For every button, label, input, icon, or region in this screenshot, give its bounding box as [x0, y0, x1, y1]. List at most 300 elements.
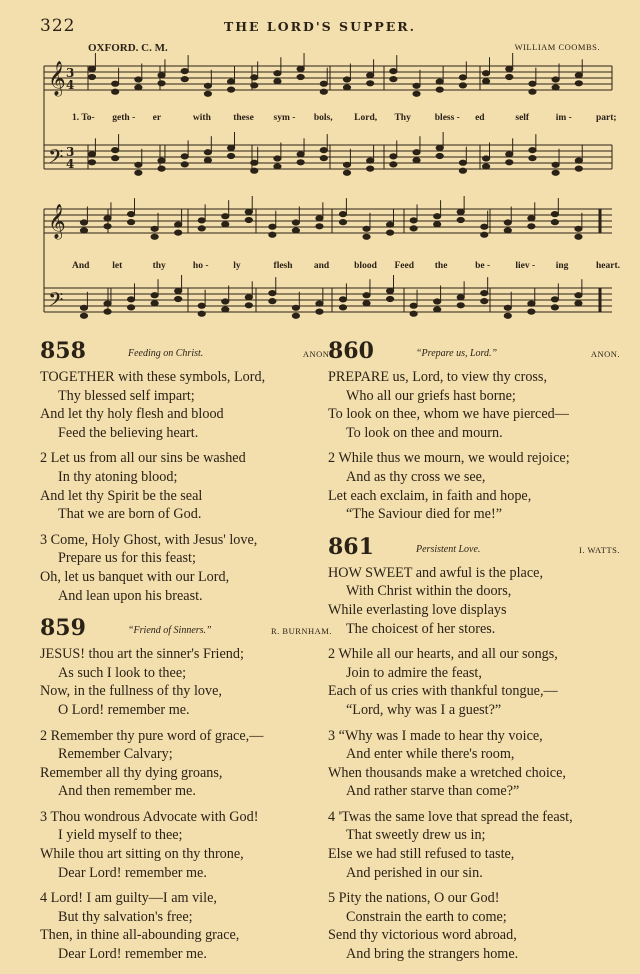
verse-line: Dear Lord! remember me. — [58, 864, 207, 881]
note-head — [175, 222, 182, 227]
stanza — [40, 531, 332, 605]
note-head — [457, 295, 464, 300]
hymn-stanzas — [328, 564, 620, 964]
lyric-syllable: And — [72, 261, 90, 271]
hymn-860 — [328, 338, 620, 524]
note-head — [151, 301, 158, 306]
note-head — [436, 79, 443, 84]
note-head — [386, 296, 393, 301]
lyric-syllable: bols, — [313, 113, 333, 123]
verse-line: In thy atoning blood; — [58, 468, 178, 485]
lyric-syllable: heart. — [596, 261, 621, 271]
note-head — [274, 71, 281, 76]
verse-line: That we are born of God. — [58, 506, 202, 523]
verse-line: And lean upon his breast. — [58, 587, 203, 604]
note-head — [575, 234, 582, 239]
hymn-subtitle: “Prepare us, Lord.” — [416, 348, 498, 359]
lyric-syllable: Feed — [394, 261, 414, 271]
treble-clef: 𝄞 — [48, 204, 66, 239]
tune-name: OXFORD. C. M. — [88, 42, 168, 54]
time-signature: 4 — [66, 157, 75, 171]
verse-line: 2 Let us from all our sins be washed — [40, 450, 246, 467]
verse-line: Let each exclaim, in faith and hope, — [328, 487, 532, 504]
running-title: THE LORD'S SUPPER. — [223, 19, 417, 34]
hymn-859 — [40, 615, 332, 964]
note-head — [434, 307, 441, 312]
verse-line: 4 Lord! I am guilty—I am vile, — [40, 890, 217, 907]
note-head — [198, 218, 205, 223]
verse-line: The choicest of her stores. — [346, 620, 496, 637]
note-head — [339, 220, 346, 225]
stanza — [328, 564, 620, 638]
note-head — [504, 313, 511, 318]
note-head — [245, 209, 252, 214]
note-head — [127, 220, 134, 225]
note-head — [245, 303, 252, 308]
note-head — [198, 303, 205, 308]
verse-line: “The Saviour died for me!” — [346, 506, 503, 523]
lyric-syllable: bless - — [434, 113, 460, 123]
hymn-author: ANON. — [590, 349, 620, 359]
note-head — [80, 313, 87, 318]
note-head — [575, 73, 582, 78]
hymn-number: 861 — [328, 533, 374, 560]
note-head — [112, 89, 119, 94]
lyric-syllable: liev - — [515, 261, 536, 271]
lyric-syllable: the — [434, 261, 448, 271]
stanza — [328, 368, 620, 442]
bass-clef: 𝄢 — [48, 288, 64, 316]
note-head — [80, 305, 87, 310]
note-head — [363, 226, 370, 231]
note-head — [245, 295, 252, 300]
stanza — [40, 889, 332, 963]
stanza — [328, 645, 620, 719]
hymn-number: 858 — [40, 338, 86, 364]
verse-line: That sweetly drew us in; — [346, 827, 486, 844]
note-head — [343, 85, 350, 90]
note-head — [269, 232, 276, 237]
lyric-syllable: geth - — [112, 113, 136, 123]
time-signature: 4 — [66, 78, 75, 92]
note-head — [135, 85, 142, 90]
note-head — [222, 214, 229, 219]
lyric-syllable: 1. To- — [72, 113, 95, 123]
note-head — [482, 79, 489, 84]
note-head — [104, 216, 111, 221]
note-head — [204, 83, 211, 88]
note-head — [390, 69, 397, 74]
note-head — [198, 226, 205, 231]
note-head — [292, 228, 299, 233]
verse-line: “Lord, why was I a guest?” — [346, 701, 502, 718]
lyrics-line-2 — [0, 261, 640, 275]
note-head — [459, 160, 466, 165]
note-head — [175, 296, 182, 301]
verse-line: While thou art sitting on thy throne, — [40, 846, 244, 863]
verse-line: 2 Remember thy pure word of grace,— — [40, 727, 264, 744]
left-column — [40, 338, 332, 974]
verse-line: And then remember me. — [58, 783, 196, 800]
hymn-header — [328, 534, 620, 564]
page-number: 322 — [40, 16, 76, 36]
note-head — [112, 148, 119, 153]
hymn-author: ANON. — [302, 349, 332, 359]
note-head — [251, 83, 258, 88]
verse-line: Feed the believing heart. — [58, 424, 199, 441]
note-head — [343, 162, 350, 167]
note-head — [457, 209, 464, 214]
note-head — [575, 158, 582, 163]
note-head — [363, 293, 370, 298]
note-head — [297, 152, 304, 157]
stanza — [40, 368, 332, 442]
verse-line: 3 “Why was I made to hear thy voice, — [328, 727, 543, 744]
note-head — [343, 77, 350, 82]
note-head — [88, 74, 95, 79]
note-head — [158, 81, 165, 86]
verse-line: With Christ within the doors, — [346, 583, 512, 600]
verse-line: 2 While thus we mourn, we would rejoice; — [328, 450, 570, 467]
note-head — [227, 87, 234, 92]
lyric-syllable: these — [233, 113, 254, 123]
note-head — [343, 170, 350, 175]
stanza — [328, 808, 620, 882]
note-head — [481, 224, 488, 229]
lyric-syllable: sym - — [273, 113, 296, 123]
verse-line: Else we had still refused to taste, — [328, 846, 515, 863]
verse-line: Remember Calvary; — [58, 746, 173, 763]
hymn-header — [328, 338, 620, 368]
page-header — [0, 14, 640, 38]
hymn-861 — [328, 534, 620, 964]
note-head — [274, 156, 281, 161]
verse-line: To look on thee, whom we have pierced— — [328, 406, 569, 423]
note-head — [481, 291, 488, 296]
note-head — [575, 226, 582, 231]
hymn-number: 860 — [328, 338, 374, 364]
note-head — [504, 228, 511, 233]
note-head — [158, 73, 165, 78]
verse-line: PREPARE us, Lord, to view thy cross, — [328, 369, 547, 385]
hymn-858 — [40, 338, 332, 605]
verse-line: 2 While all our hearts, and all our songs, — [328, 646, 558, 663]
lyric-syllable: Lord, — [354, 113, 378, 123]
note-head — [436, 153, 443, 158]
note-head — [386, 288, 393, 293]
note-head — [481, 232, 488, 237]
verse-line: To look on thee and mourn. — [346, 424, 503, 441]
note-head — [434, 214, 441, 219]
note-head — [457, 303, 464, 308]
note-head — [413, 150, 420, 155]
hymn-subtitle: Persistent Love. — [416, 543, 481, 555]
treble-clef: 𝄞 — [48, 61, 66, 96]
note-head — [222, 222, 229, 227]
note-head — [204, 91, 211, 96]
note-head — [528, 224, 535, 229]
stanza — [40, 645, 332, 719]
note-head — [292, 305, 299, 310]
note-head — [552, 170, 559, 175]
verse-line: JESUS! thou art the sinner's Friend; — [40, 646, 244, 663]
note-head — [390, 154, 397, 159]
hymn-number: 859 — [40, 615, 86, 642]
verse-line: Now, in the fullness of thy love, — [40, 683, 222, 700]
note-head — [506, 152, 513, 157]
note-head — [80, 220, 87, 225]
note-head — [410, 226, 417, 231]
note-head — [457, 217, 464, 222]
bass-clef: 𝄢 — [48, 145, 64, 173]
note-head — [227, 79, 234, 84]
hymn-header — [40, 615, 332, 645]
verse-line: O Lord! remember me. — [58, 701, 190, 718]
lyric-syllable: self — [515, 113, 530, 123]
note-head — [88, 160, 95, 165]
note-head — [413, 91, 420, 96]
hymn-author: R. BURNHAM. — [271, 626, 332, 637]
note-head — [434, 222, 441, 227]
note-head — [529, 89, 536, 94]
right-column — [328, 338, 620, 974]
note-head — [175, 288, 182, 293]
note-head — [367, 81, 374, 86]
note-head — [274, 79, 281, 84]
verse-line: Each of us cries with thankful tongue,— — [328, 683, 558, 700]
note-head — [482, 164, 489, 169]
note-head — [575, 81, 582, 86]
lyric-syllable: flesh — [273, 261, 293, 271]
note-head — [506, 160, 513, 165]
hymn-stanzas — [40, 645, 332, 964]
verse-line: As such I look to thee; — [58, 664, 187, 681]
verse-line: Who all our griefs hast borne; — [346, 387, 516, 404]
lyric-syllable: er — [152, 113, 162, 123]
stanza — [328, 727, 620, 801]
note-head — [413, 83, 420, 88]
note-head — [504, 220, 511, 225]
lyric-syllable: im - — [555, 113, 572, 123]
note-head — [528, 216, 535, 221]
note-head — [552, 162, 559, 167]
lyrics-line-1 — [0, 113, 640, 127]
note-head — [316, 216, 323, 221]
note-head — [292, 313, 299, 318]
note-head — [529, 81, 536, 86]
note-head — [552, 77, 559, 82]
hymn-stanzas — [40, 368, 332, 605]
verse-line: And perished in our sin. — [346, 864, 483, 881]
note-head — [112, 81, 119, 86]
stanza — [40, 449, 332, 523]
note-head — [88, 66, 95, 71]
lyric-syllable: with — [192, 113, 211, 123]
note-head — [459, 75, 466, 80]
note-head — [363, 234, 370, 239]
note-head — [104, 301, 111, 306]
note-head — [410, 303, 417, 308]
note-head — [80, 228, 87, 233]
note-head — [181, 162, 188, 167]
verse-line: Constrain the earth to come; — [346, 908, 507, 925]
note-head — [151, 234, 158, 239]
lyric-syllable: blood — [354, 261, 377, 271]
note-head — [367, 166, 374, 171]
note-head — [551, 220, 558, 225]
note-head — [222, 307, 229, 312]
verse-line: Remember all thy dying groans, — [40, 764, 223, 781]
note-head — [390, 77, 397, 82]
note-head — [528, 301, 535, 306]
note-head — [551, 212, 558, 217]
note-head — [506, 74, 513, 79]
note-head — [297, 66, 304, 71]
note-head — [198, 311, 205, 316]
note-head — [269, 291, 276, 296]
note-head — [528, 309, 535, 314]
verse-line: 3 Come, Holy Ghost, with Jesus' love, — [40, 531, 258, 548]
verse-line: And as thy cross we see, — [346, 468, 486, 485]
note-head — [390, 162, 397, 167]
note-head — [88, 152, 95, 157]
hymn-subtitle: “Friend of Sinners.” — [128, 625, 212, 637]
verse-line: Join to admire the feast, — [346, 664, 482, 681]
verse-line: Oh, let us banquet with our Lord, — [40, 568, 230, 585]
note-head — [251, 160, 258, 165]
note-head — [410, 218, 417, 223]
note-head — [158, 158, 165, 163]
lyric-syllable: and — [313, 261, 330, 271]
note-head — [481, 299, 488, 304]
stanza — [328, 889, 620, 963]
lyric-syllable: ly — [233, 261, 241, 271]
note-head — [434, 299, 441, 304]
note-head — [222, 299, 229, 304]
note-head — [251, 168, 258, 173]
lyric-syllable: ing — [555, 261, 569, 271]
lyric-syllable: be - — [475, 261, 491, 271]
lyric-syllable: thy — [152, 261, 166, 271]
note-head — [552, 85, 559, 90]
note-head — [127, 212, 134, 217]
note-head — [151, 226, 158, 231]
note-head — [386, 222, 393, 227]
note-head — [367, 158, 374, 163]
note-head — [181, 77, 188, 82]
verse-line: Send thy victorious word abroad, — [328, 927, 517, 944]
note-head — [436, 145, 443, 150]
note-head — [269, 299, 276, 304]
note-head — [269, 224, 276, 229]
verse-line: HOW SWEET and awful is the place, — [328, 564, 543, 581]
note-head — [251, 75, 258, 80]
note-head — [316, 309, 323, 314]
lyric-syllable: let — [112, 261, 123, 271]
stanza — [328, 449, 620, 523]
note-head — [551, 297, 558, 302]
note-head — [459, 168, 466, 173]
note-head — [227, 153, 234, 158]
note-head — [135, 162, 142, 167]
note-head — [151, 293, 158, 298]
note-head — [274, 164, 281, 169]
verse-line: And let thy holy flesh and blood — [40, 406, 224, 423]
verse-line: TOGETHER with these symbols, Lord, — [40, 369, 266, 385]
verse-line: When thousands make a wretched choice, — [328, 764, 566, 781]
lyric-syllable: ho - — [192, 261, 209, 271]
note-head — [436, 87, 443, 92]
lyric-syllable: Thy — [394, 113, 411, 123]
note-head — [135, 77, 142, 82]
note-head — [320, 89, 327, 94]
note-head — [504, 305, 511, 310]
note-head — [413, 158, 420, 163]
note-head — [316, 224, 323, 229]
note-head — [181, 69, 188, 74]
verse-line: And let thy Spirit be the seal — [40, 487, 203, 504]
note-head — [529, 156, 536, 161]
note-head — [104, 309, 111, 314]
verse-line: And rather starve than come?” — [346, 783, 520, 800]
music-score — [0, 52, 640, 342]
lyric-syllable: part; — [596, 113, 617, 123]
hymn-author: I. WATTS. — [579, 544, 620, 555]
verse-line: 5 Pity the nations, O our God! — [328, 890, 500, 907]
note-head — [320, 81, 327, 86]
note-head — [181, 154, 188, 159]
lyric-syllable: ed — [475, 113, 485, 123]
note-head — [339, 297, 346, 302]
verse-line: But thy salvation's free; — [58, 908, 193, 925]
verse-line: And bring the strangers home. — [346, 946, 519, 963]
note-head — [575, 166, 582, 171]
note-head — [297, 74, 304, 79]
stanza — [40, 727, 332, 801]
note-head — [316, 301, 323, 306]
hymn-subtitle: Feeding on Christ. — [128, 348, 204, 359]
note-head — [112, 156, 119, 161]
note-head — [529, 148, 536, 153]
note-head — [551, 305, 558, 310]
note-head — [575, 293, 582, 298]
note-head — [506, 66, 513, 71]
note-head — [175, 230, 182, 235]
note-head — [575, 301, 582, 306]
verse-line: I yield myself to thee; — [58, 827, 183, 844]
note-head — [127, 305, 134, 310]
note-head — [158, 166, 165, 171]
verse-line: Then, in thine all-abounding grace, — [40, 927, 240, 944]
verse-line: Thy blessed self impart; — [58, 387, 195, 404]
note-head — [104, 224, 111, 229]
hymn-header — [40, 338, 332, 368]
note-head — [204, 150, 211, 155]
verse-line: Prepare us for this feast; — [58, 550, 196, 567]
note-head — [339, 305, 346, 310]
note-head — [292, 220, 299, 225]
note-head — [482, 156, 489, 161]
verse-line: 3 Thou wondrous Advocate with God! — [40, 808, 259, 825]
verse-line: And enter while there's room, — [346, 746, 515, 763]
note-head — [127, 297, 134, 302]
note-head — [482, 71, 489, 76]
note-head — [320, 156, 327, 161]
note-head — [320, 148, 327, 153]
note-head — [367, 73, 374, 78]
note-head — [245, 217, 252, 222]
time-signature: 3 — [66, 145, 75, 159]
